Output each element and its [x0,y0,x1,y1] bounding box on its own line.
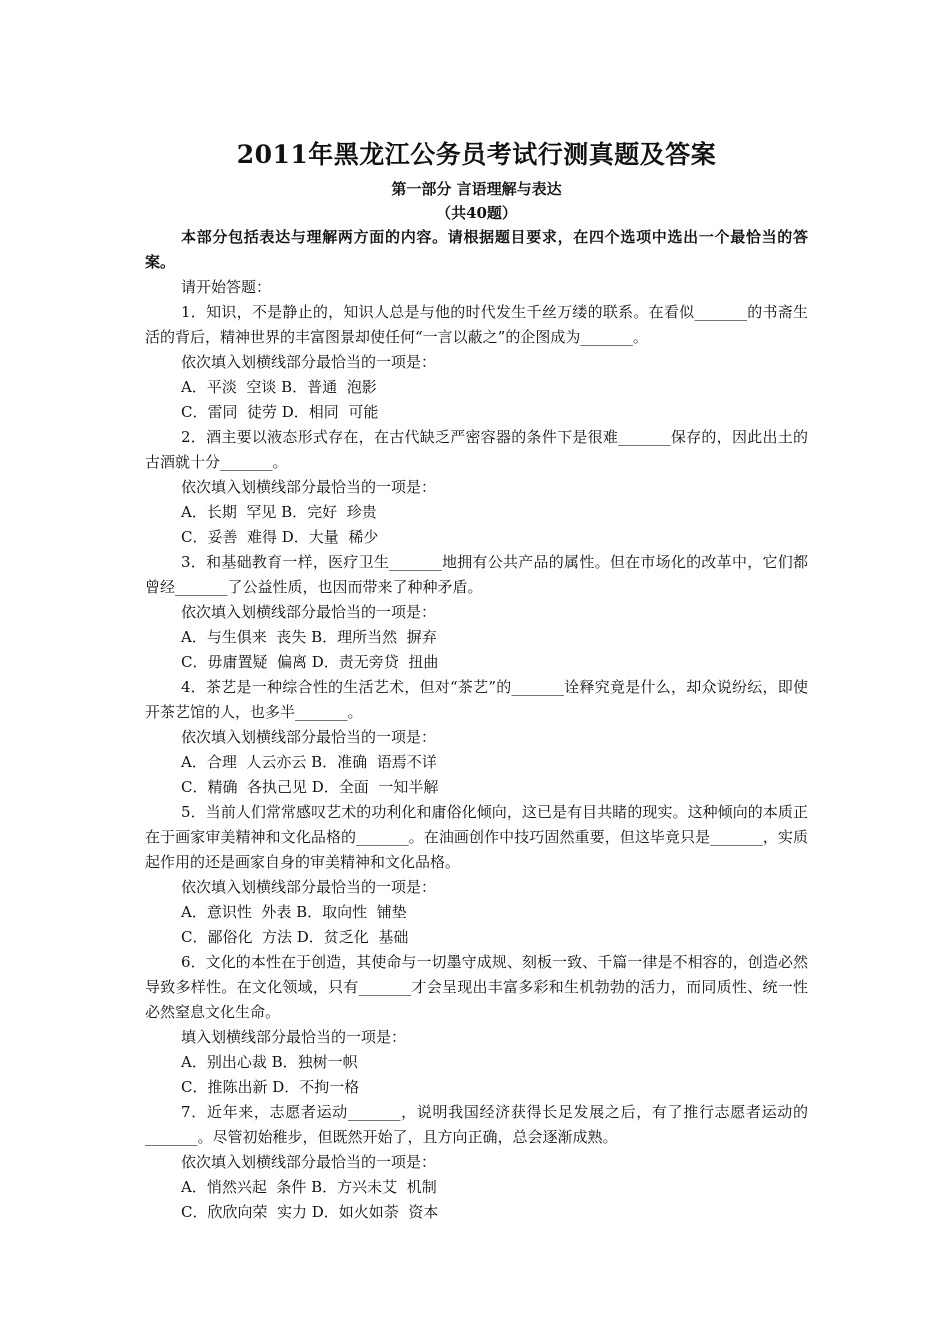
options-line-2: C．鄙俗化 方法 D．贫乏化 基础 [181,928,409,946]
options-line-2: C．欣欣向荣 实力 D．如火如荼 资本 [181,1203,439,1221]
instructions: 本部分包括表达与理解两方面的内容。请根据题目要求，在四个选项中选出一个最恰当的答案。 [145,228,808,271]
question-3 [145,550,808,675]
question-prompt: 依次填入划横线部分最恰当的一项是： [181,353,437,371]
question-prompt: 依次填入划横线部分最恰当的一项是： [181,878,437,896]
options-line-1: A．别出心裁 B．独树一帜 [181,1053,358,1071]
question-stem: 6．文化的本性在于创造，其使命与一切墨守成规、刻板一致、千篇一律是不相容的，创造必然导致多样性。在文化领域，只有_______才会呈现出丰富多彩和生机勃勃的活力，而同质性、统一性必然窒息文化生命。 [145,953,808,1021]
question-1 [145,300,808,425]
question-stem: 7．近年来，志愿者运动_______，说明我国经济获得长足发展之后，有了推行志愿者运动的_______。尽管初始稚步，但既然开始了，且方向正确，总会逐渐成熟。 [145,1103,808,1146]
question-stem: 4．茶艺是一种综合性的生活艺术，但对“茶艺”的_______诠释究竟是什么，却众说纷纭，即使开茶艺馆的人，也多半_______。 [145,678,808,721]
question-prompt: 依次填入划横线部分最恰当的一项是： [181,1153,437,1171]
question-prompt: 依次填入划横线部分最恰当的一项是： [181,603,437,621]
section-title: 第一部分 言语理解与表达 [391,180,562,198]
document-page [145,133,808,1225]
options-line-1: A．悄然兴起 条件 B．方兴未艾 机制 [181,1178,437,1196]
question-stem: 5．当前人们常常感叹艺术的功利化和庸俗化倾向，这已是有目共睹的现实。这种倾向的本质正在于画家审美精神和文化品格的_______。在油画创作中技巧固然重要，但这毕竟只是_______，实质起作用的还是画家自身的审美精神和文化品格。 [145,803,808,871]
question-stem: 1．知识，不是静止的，知识人总是与他的时代发生千丝万缕的联系。在看似_______的书斋生活的背后，精神世界的丰富图景却使任何“一言以蔽之”的企图成为_______。 [145,303,808,346]
question-prompt: 依次填入划横线部分最恰当的一项是： [181,478,437,496]
options-line-1: A．意识性 外表 B．取向性 铺垫 [181,903,407,921]
question-6 [145,950,808,1100]
options-line-2: C．精确 各执己见 D．全面 一知半解 [181,778,439,796]
question-4 [145,675,808,800]
options-line-2: C．雷同 徒劳 D．相同 可能 [181,403,379,421]
options-line-2: C．推陈出新 D．不拘一格 [181,1078,360,1096]
question-2 [145,425,808,550]
start-prompt: 请开始答题： [181,278,272,296]
question-5 [145,800,808,950]
question-stem: 3．和基础教育一样，医疗卫生_______地拥有公共产品的属性。但在市场化的改革中，它们都曾经_______了公益性质，也因而带来了种种矛盾。 [145,553,808,596]
question-prompt: 填入划横线部分最恰当的一项是： [181,1028,407,1046]
options-line-1: A．长期 罕见 B．完好 珍贵 [181,503,377,521]
options-line-1: A．合理 人云亦云 B．准确 语焉不详 [181,753,437,771]
question-prompt: 依次填入划横线部分最恰当的一项是： [181,728,437,746]
document-title: 2011年黑龙江公务员考试行测真题及答案 [236,140,717,169]
options-line-2: C．毋庸置疑 偏离 D．责无旁贷 扭曲 [181,653,439,671]
options-line-1: A．平淡 空谈 B．普通 泡影 [181,378,377,396]
options-line-2: C．妥善 难得 D．大量 稀少 [181,528,379,546]
options-line-1: A．与生俱来 丧失 B．理所当然 摒弃 [181,628,437,646]
section-count: （共40题） [436,204,517,222]
question-stem: 2．酒主要以液态形式存在，在古代缺乏严密容器的条件下是很难_______保存的，因此出土的古酒就十分_______。 [145,428,808,471]
question-7 [145,1100,808,1225]
